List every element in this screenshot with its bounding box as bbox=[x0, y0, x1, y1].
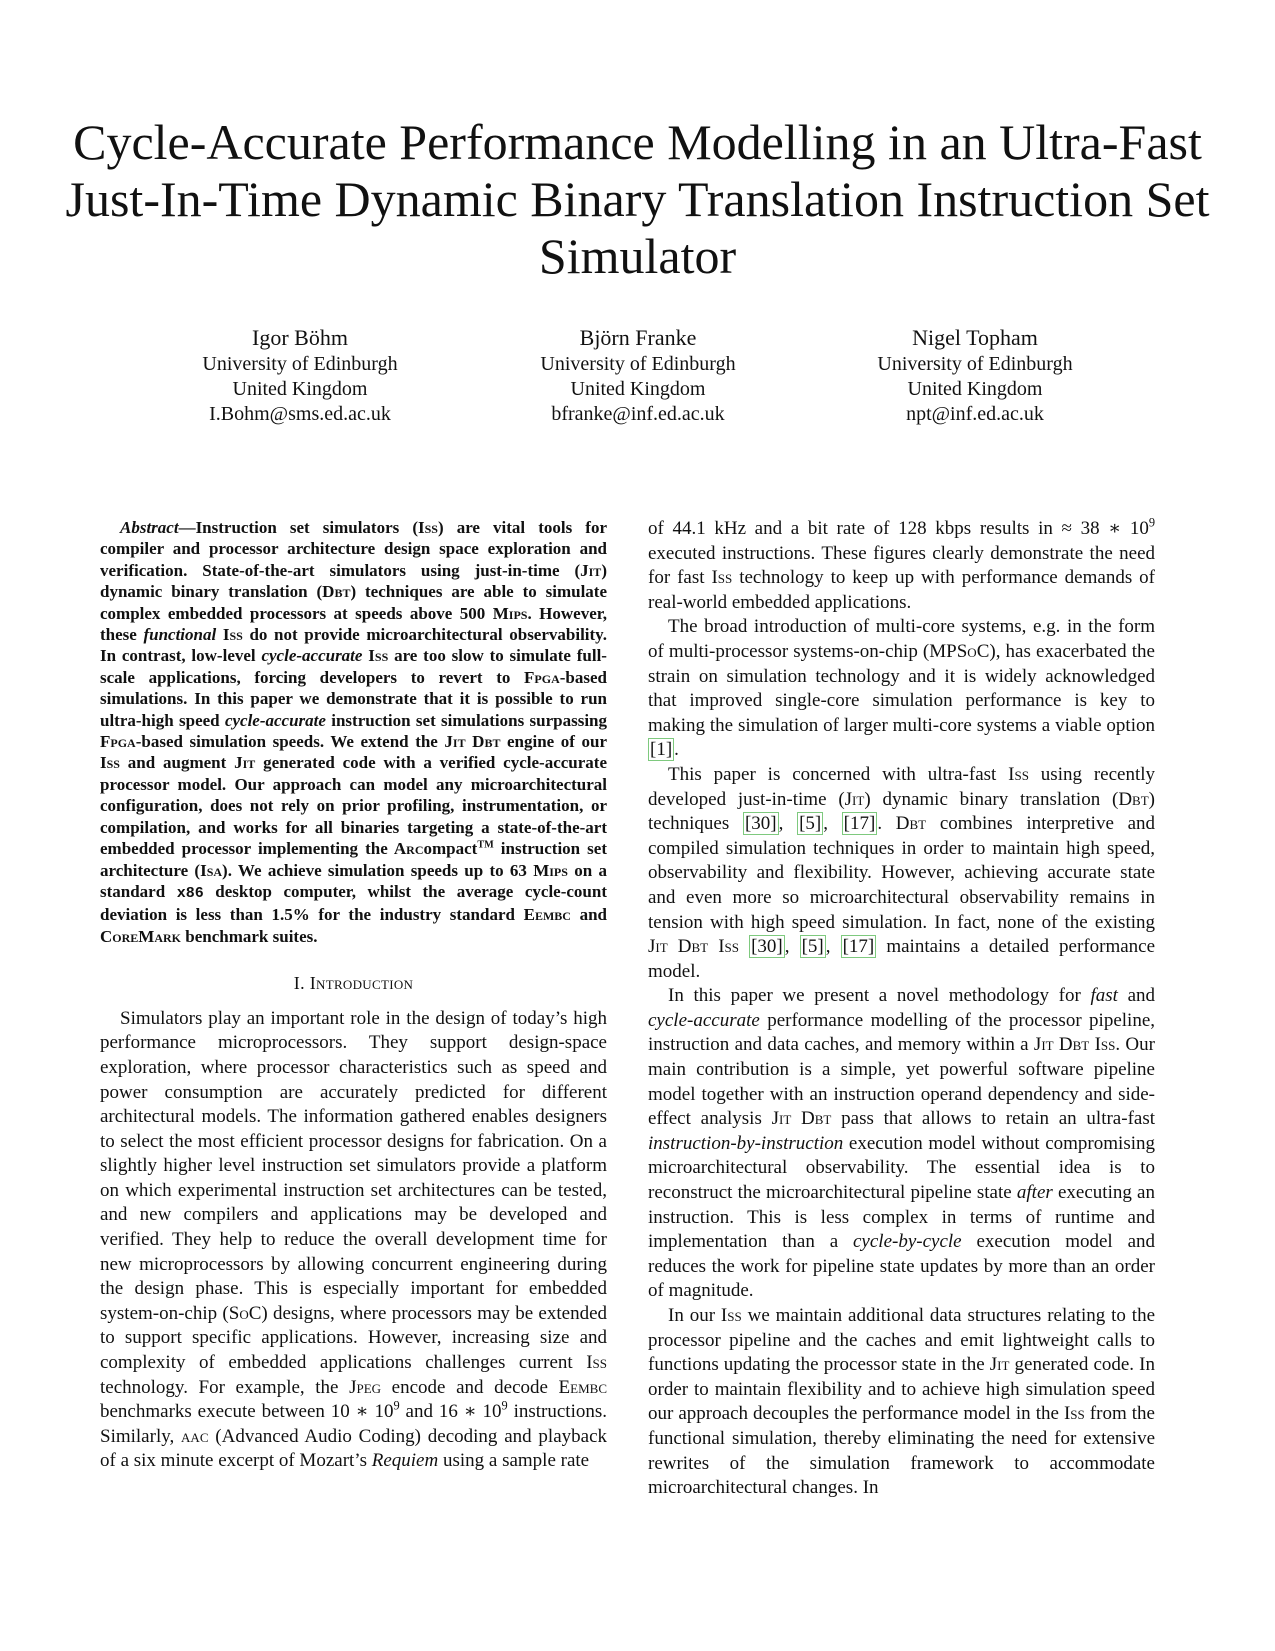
author-email[interactable]: I.Bohm@sms.ed.ac.uk bbox=[209, 403, 391, 425]
paper-title: Cycle-Accurate Performance Modelling in an Ultra-Fast Just-In-Time Dynamic Binary Translation Instruction Set Simulator bbox=[65, 114, 1210, 284]
citation-link[interactable]: [5] bbox=[799, 813, 822, 835]
author-affiliation: University of Edinburgh bbox=[202, 353, 398, 375]
author-name: Igor Böhm bbox=[252, 325, 348, 350]
citation-link[interactable]: [17] bbox=[842, 936, 875, 958]
intro-paragraph-4: In this paper we present a novel methodology for fast and cycle-accurate performance modelling of the processor pipeline, instruction and data caches, and memory within a Jit Dbt Iss. Our main contribution is a simple, yet powerful software pipeline model together with an instruction operand dependency and side-effect analysis Jit Dbt pass that allows to retain an ultra-fast instruction-by-instruction execution model without compromising microarchitectural observability. The essential idea is to reconstruct the microarchitectural pipeline state after executing an instruction. This is less complex in terms of runtime and implementation than a cycle-by-cycle execution model and reduces the work for pipeline state updates by more than an order of magnitude. bbox=[648, 985, 1156, 1302]
section-heading-introduction: I. Introduction bbox=[293, 973, 414, 994]
author-3 bbox=[815, 324, 1135, 427]
citation-link[interactable]: [5] bbox=[801, 936, 824, 958]
left-column bbox=[100, 517, 607, 1474]
right-column bbox=[648, 517, 1155, 1501]
author-email[interactable]: npt@inf.ed.ac.uk bbox=[906, 403, 1044, 425]
citation-link[interactable]: [17] bbox=[843, 813, 876, 835]
author-affiliation: University of Edinburgh bbox=[877, 353, 1073, 375]
intro-paragraph-1: Simulators play an important role in the design of today’s high performance microprocessors. They support design-space exploration, where processor characteristics such as speed and power consumption are accurately predicted for different architectural models. The information gathered enables designers to select the most efficient processor designs for fabrication. On a slightly higher level instruction set simulators provide a platform on which experimental instruction set architectures can be tested, and new compilers and applications may be developed and verified. They help to reduce the overall development time for new microprocessors by allowing concurrent engineering during the design phase. This is especially important for embedded system-on-chip (SoC) designs, where processors may be extended to support specific applications. However, increasing size and complexity of embedded applications challenges current Iss technology. For example, the Jpeg encode and decode Eembc benchmarks execute between 10 ∗ $10^9$ and 16 ∗ $10^9$ instructions. Similarly, aac (Advanced Audio Coding) decoding and playback of a six minute excerpt of Mozart’s Requiem using a sample rate bbox=[100, 1007, 608, 1472]
intro-paragraph-1-cont: of 44.1 kHz and a bit rate of 128 kbps results in ≈ 38 ∗ $10^9$ executed instructions. These figures clearly demonstrate the need for fast Iss technology to keep up with performance demands of real-world embedded applications. bbox=[648, 515, 1155, 613]
abstract: Abstract—Instruction set simulators (Iss) are vital tools for compiler and processor architecture design space exploration and verification. State-of-the-art simulators using just-in-time (Jit) dynamic binary translation (Dbt) techniques are able to simulate complex embedded processors at speeds above 500 Mips. However, these functional Iss do not provide microarchitectural observability. In contrast, low-level cycle-accurate Iss are too slow to simulate full-scale applications, forcing developers to revert to Fpga-based simulations. In this paper we demonstrate that it is possible to run ultra-high speed cycle-accurate instruction set simulations surpassing Fpga-based simulation speeds. We extend the Jit Dbt engine of our Iss and augment Jit generated code with a verified cycle-accurate processor model. Our approach can model any microarchitectural configuration, does not rely on prior profiling, instrumentation, or compilation, and works for all binaries targeting a state-of-the-art embedded processor implementing the Arcompact™ instruction set architecture (Isa). We achieve simulation speeds up to 63 Mips on a standard x86 desktop computer, whilst the average cycle-count deviation is less than 1.5% for the industry standard Eembc and CoreMark benchmark suites. bbox=[100, 518, 608, 946]
author-affiliation: University of Edinburgh bbox=[540, 353, 736, 375]
author-email[interactable]: bfranke@inf.ed.ac.uk bbox=[551, 403, 725, 425]
citation-link[interactable]: [1] bbox=[650, 739, 673, 761]
intro-paragraph-2: The broad introduction of multi-core systems, e.g. in the form of multi-processor systems-on-chip (MPSoC), has exacerbated the strain on simulation technology and it is widely acknowledged that improved single-core simulation performance is key to making the simulation of larger multi-core systems a viable option [1] . bbox=[648, 616, 1155, 761]
intro-paragraph-3: This paper is concerned with ultra-fast Iss using recently developed just-in-time (Jit) dynamic binary translation (Dbt) techniques [30] , [5] , [17] . Dbt combines interpretive and compiled simulation techniques in order to maintain high speed, observability and flexibility. However, achieving accurate state and even more so microarchitectural observability remains in tension with high speed simulation. In fact, none of the existing Jit Dbt Iss [30] , [5] , [17] maintains a detailed performance model. bbox=[648, 763, 1156, 982]
author-name: Nigel Topham bbox=[912, 325, 1038, 350]
citation-link[interactable]: [30] bbox=[744, 813, 777, 835]
author-2 bbox=[478, 324, 798, 427]
author-1 bbox=[140, 324, 460, 427]
citation-link[interactable]: [30] bbox=[751, 936, 783, 958]
author-country: United Kingdom bbox=[570, 378, 706, 400]
author-country: United Kingdom bbox=[907, 378, 1043, 400]
abstract-label: Abstract bbox=[120, 518, 179, 537]
intro-paragraph-5: In our Iss we maintain additional data structures relating to the processor pipeline and the caches and emit lightweight calls to functions updating the processor state in the Jit generated code. In order to maintain flexibility and to achieve high simulation speed our approach decouples the performance model in the Iss from the functional simulation, thereby eliminating the need for extensive rewrites of the simulation framework to accommodate microarchitectural changes. In bbox=[648, 1305, 1155, 1499]
author-country: United Kingdom bbox=[232, 378, 368, 400]
author-name: Björn Franke bbox=[579, 325, 697, 350]
